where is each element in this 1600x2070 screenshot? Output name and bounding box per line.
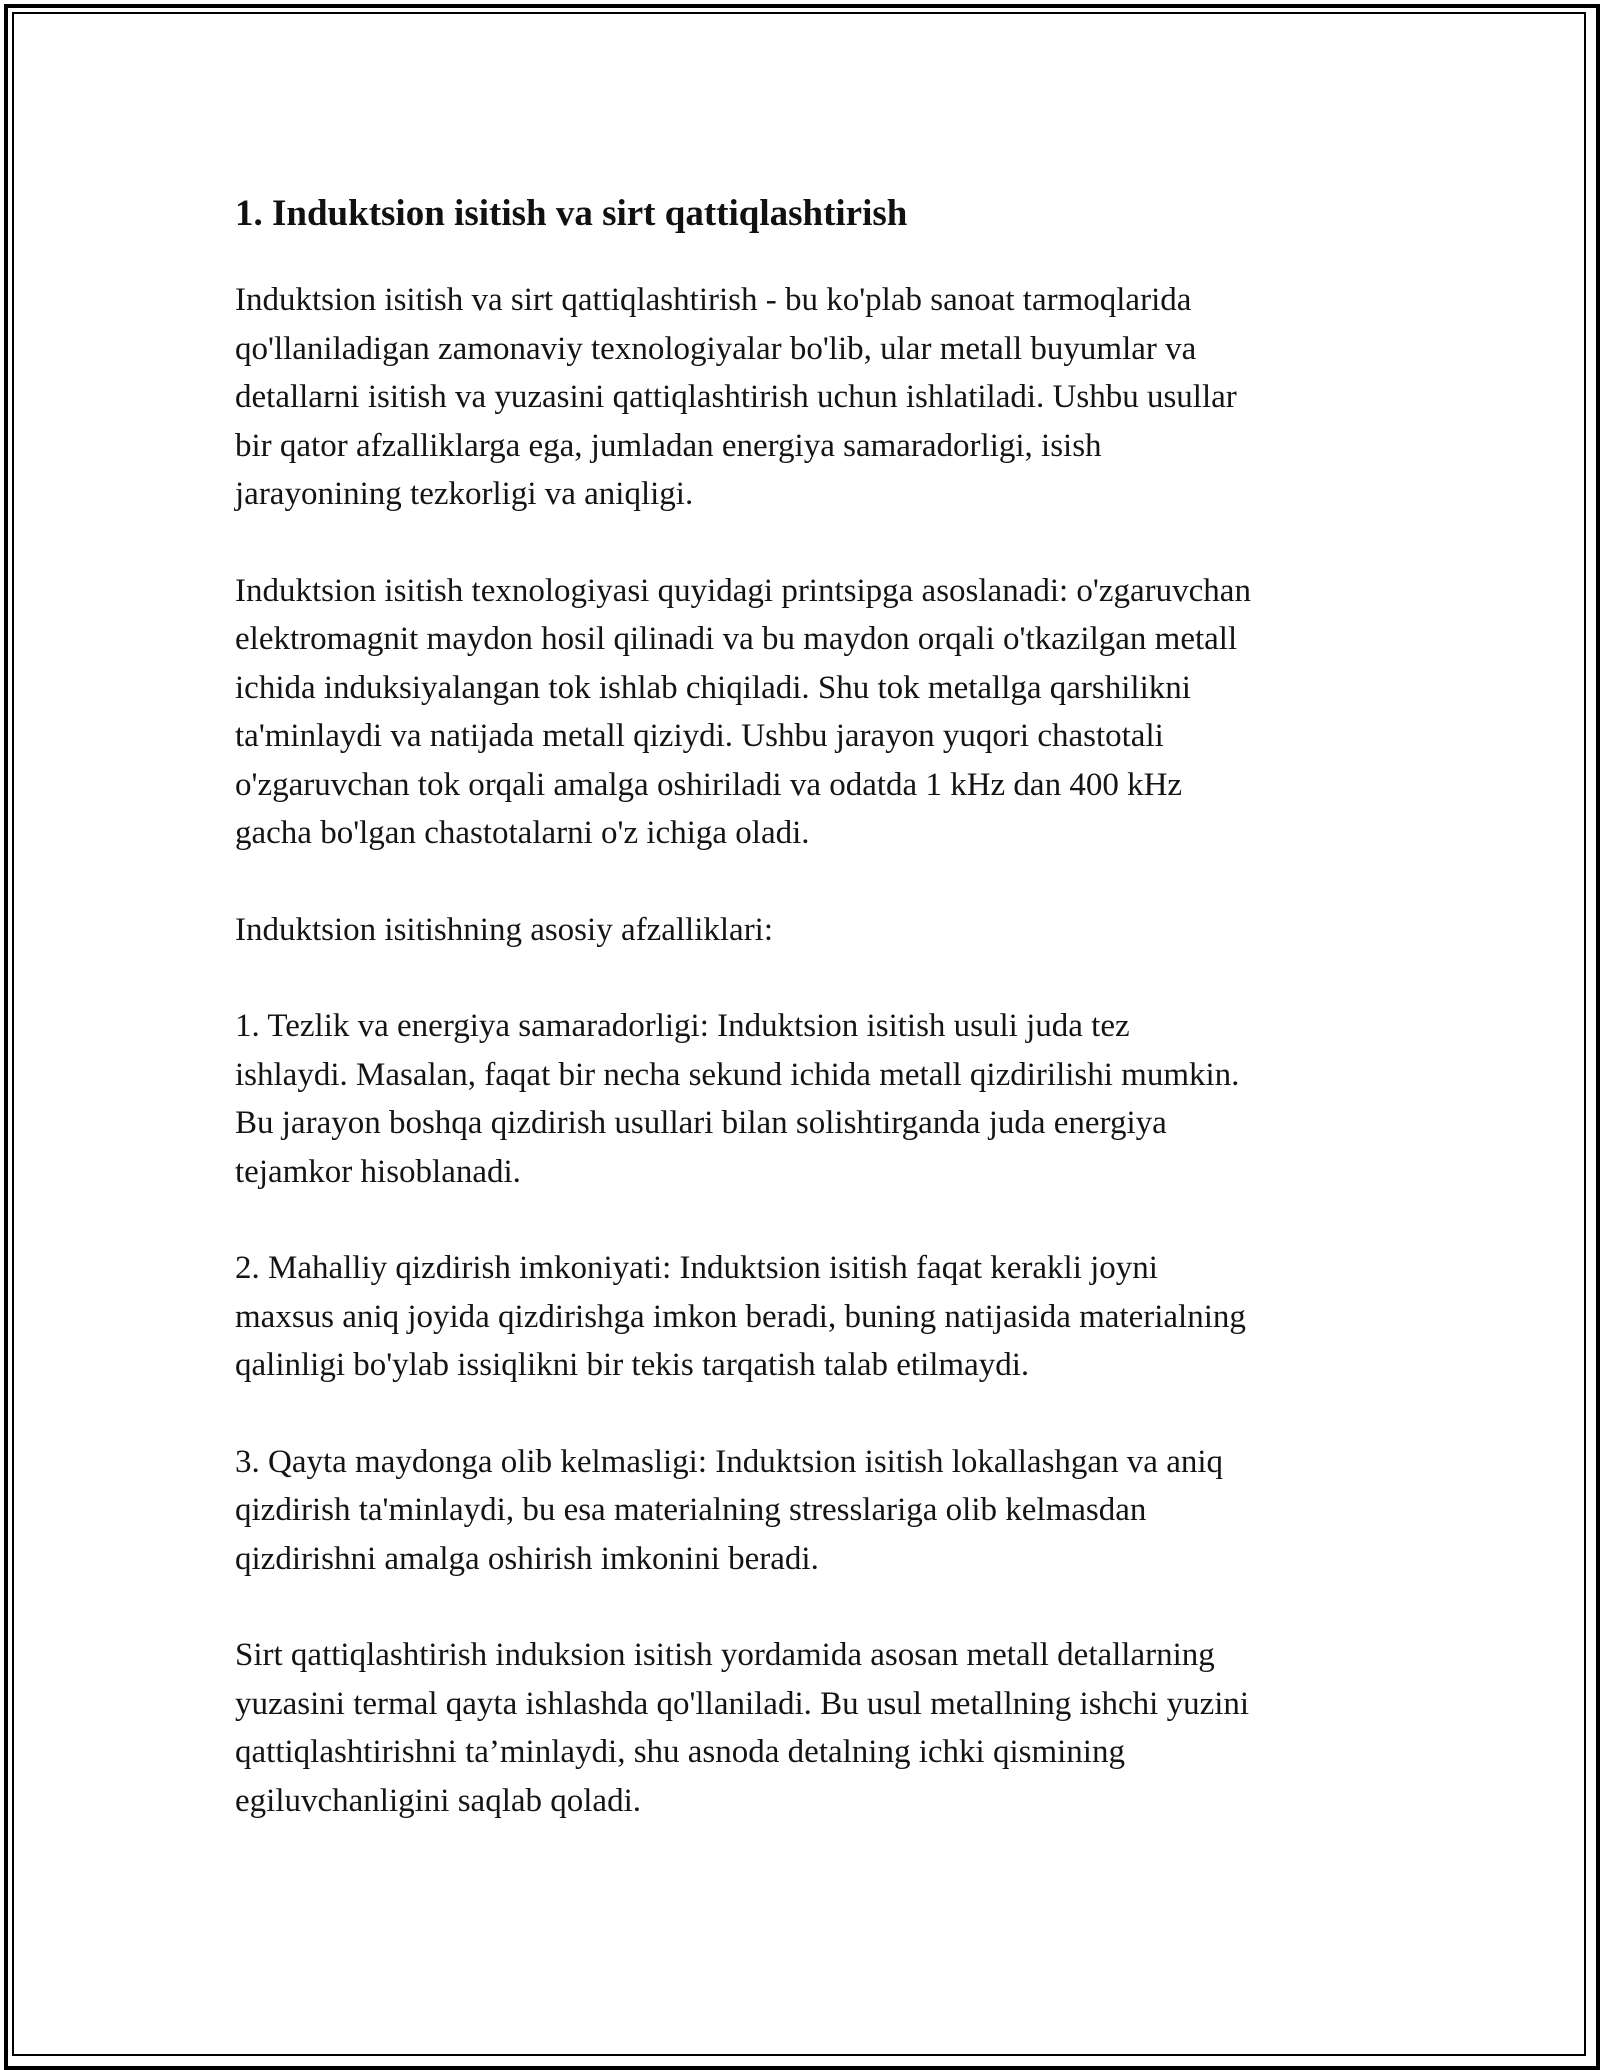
list-item-no-stress: 3. Qayta maydonga olib kelmasligi: Induktsion isitish lokallashgan va aniq qizdirish ta'minlaydi, bu esa materialning stresslariga olib kelmasdan qizdirishni amalga oshirish imkonini beradi.: [235, 1443, 1224, 1577]
paragraph-advantages-heading: Induktsion isitishning asosiy afzalliklari:: [235, 911, 774, 948]
paragraph-surface-hardening: Sirt qattiqlashtirish induksion isitish yordamida asosan metall detallarning yuzasini termal qayta ishlashda qo'llaniladi. Bu usul metallning ishchi yuzini qattiqlashtirishni ta’minlaydi, shu asnoda detalning ichki qismining egiluvchanligini saqlab qoladi.: [235, 1637, 1250, 1819]
list-item-speed-efficiency: 1. Tezlik va energiya samaradorligi: Induktsion isitish usuli juda tez ishlaydi. Masalan, faqat bir necha sekund ichida metall qizdirilishi mumkin. Bu jarayon boshqa qizdirish usullari bilan solishtirganda juda energiya tejamkor hisoblanadi.: [235, 1008, 1240, 1190]
document-title: 1. Induktsion isitish va sirt qattiqlashtirish: [235, 193, 908, 234]
paragraph-principle: Induktsion isitish texnologiyasi quyidagi printsipga asoslanadi: o'zgaruvchan elektromagnit maydon hosil qilinadi va bu maydon orqali o'tkazilgan metall ichida induksiyalangan tok ishlab chiqiladi. Shu tok metallga qarshilikni ta'minlaydi va natijada metall qiziydi. Ushbu jarayon yuqori chastotali o'zgaruvchan tok orqali amalga oshiriladi va odatda 1 kHz dan 400 kHz gacha bo'lgan chastotalarni o'z ichiga oladi.: [235, 572, 1251, 851]
document-body: [235, 186, 1385, 1825]
paragraph-intro: Induktsion isitish va sirt qattiqlashtirish - bu ko'plab sanoat tarmoqlarida qo'llaniladigan zamonaviy texnologiyalar bo'lib, ular metall buyumlar va detallarni isitish va yuzasini qattiqlashtirish uchun ishlatiladi. Ushbu usullar bir qator afzalliklarga ega, jumladan energiya samaradorligi, isish jarayonining tezkorligi va aniqligi.: [235, 282, 1237, 512]
list-item-local-heating: 2. Mahalliy qizdirish imkoniyati: Induktsion isitish faqat kerakli joyni maxsus aniq joyida qizdirishga imkon beradi, buning natijasida materialning qalinligi bo'ylab issiqlikni bir tekis tarqatish talab etilmaydi.: [235, 1250, 1246, 1383]
